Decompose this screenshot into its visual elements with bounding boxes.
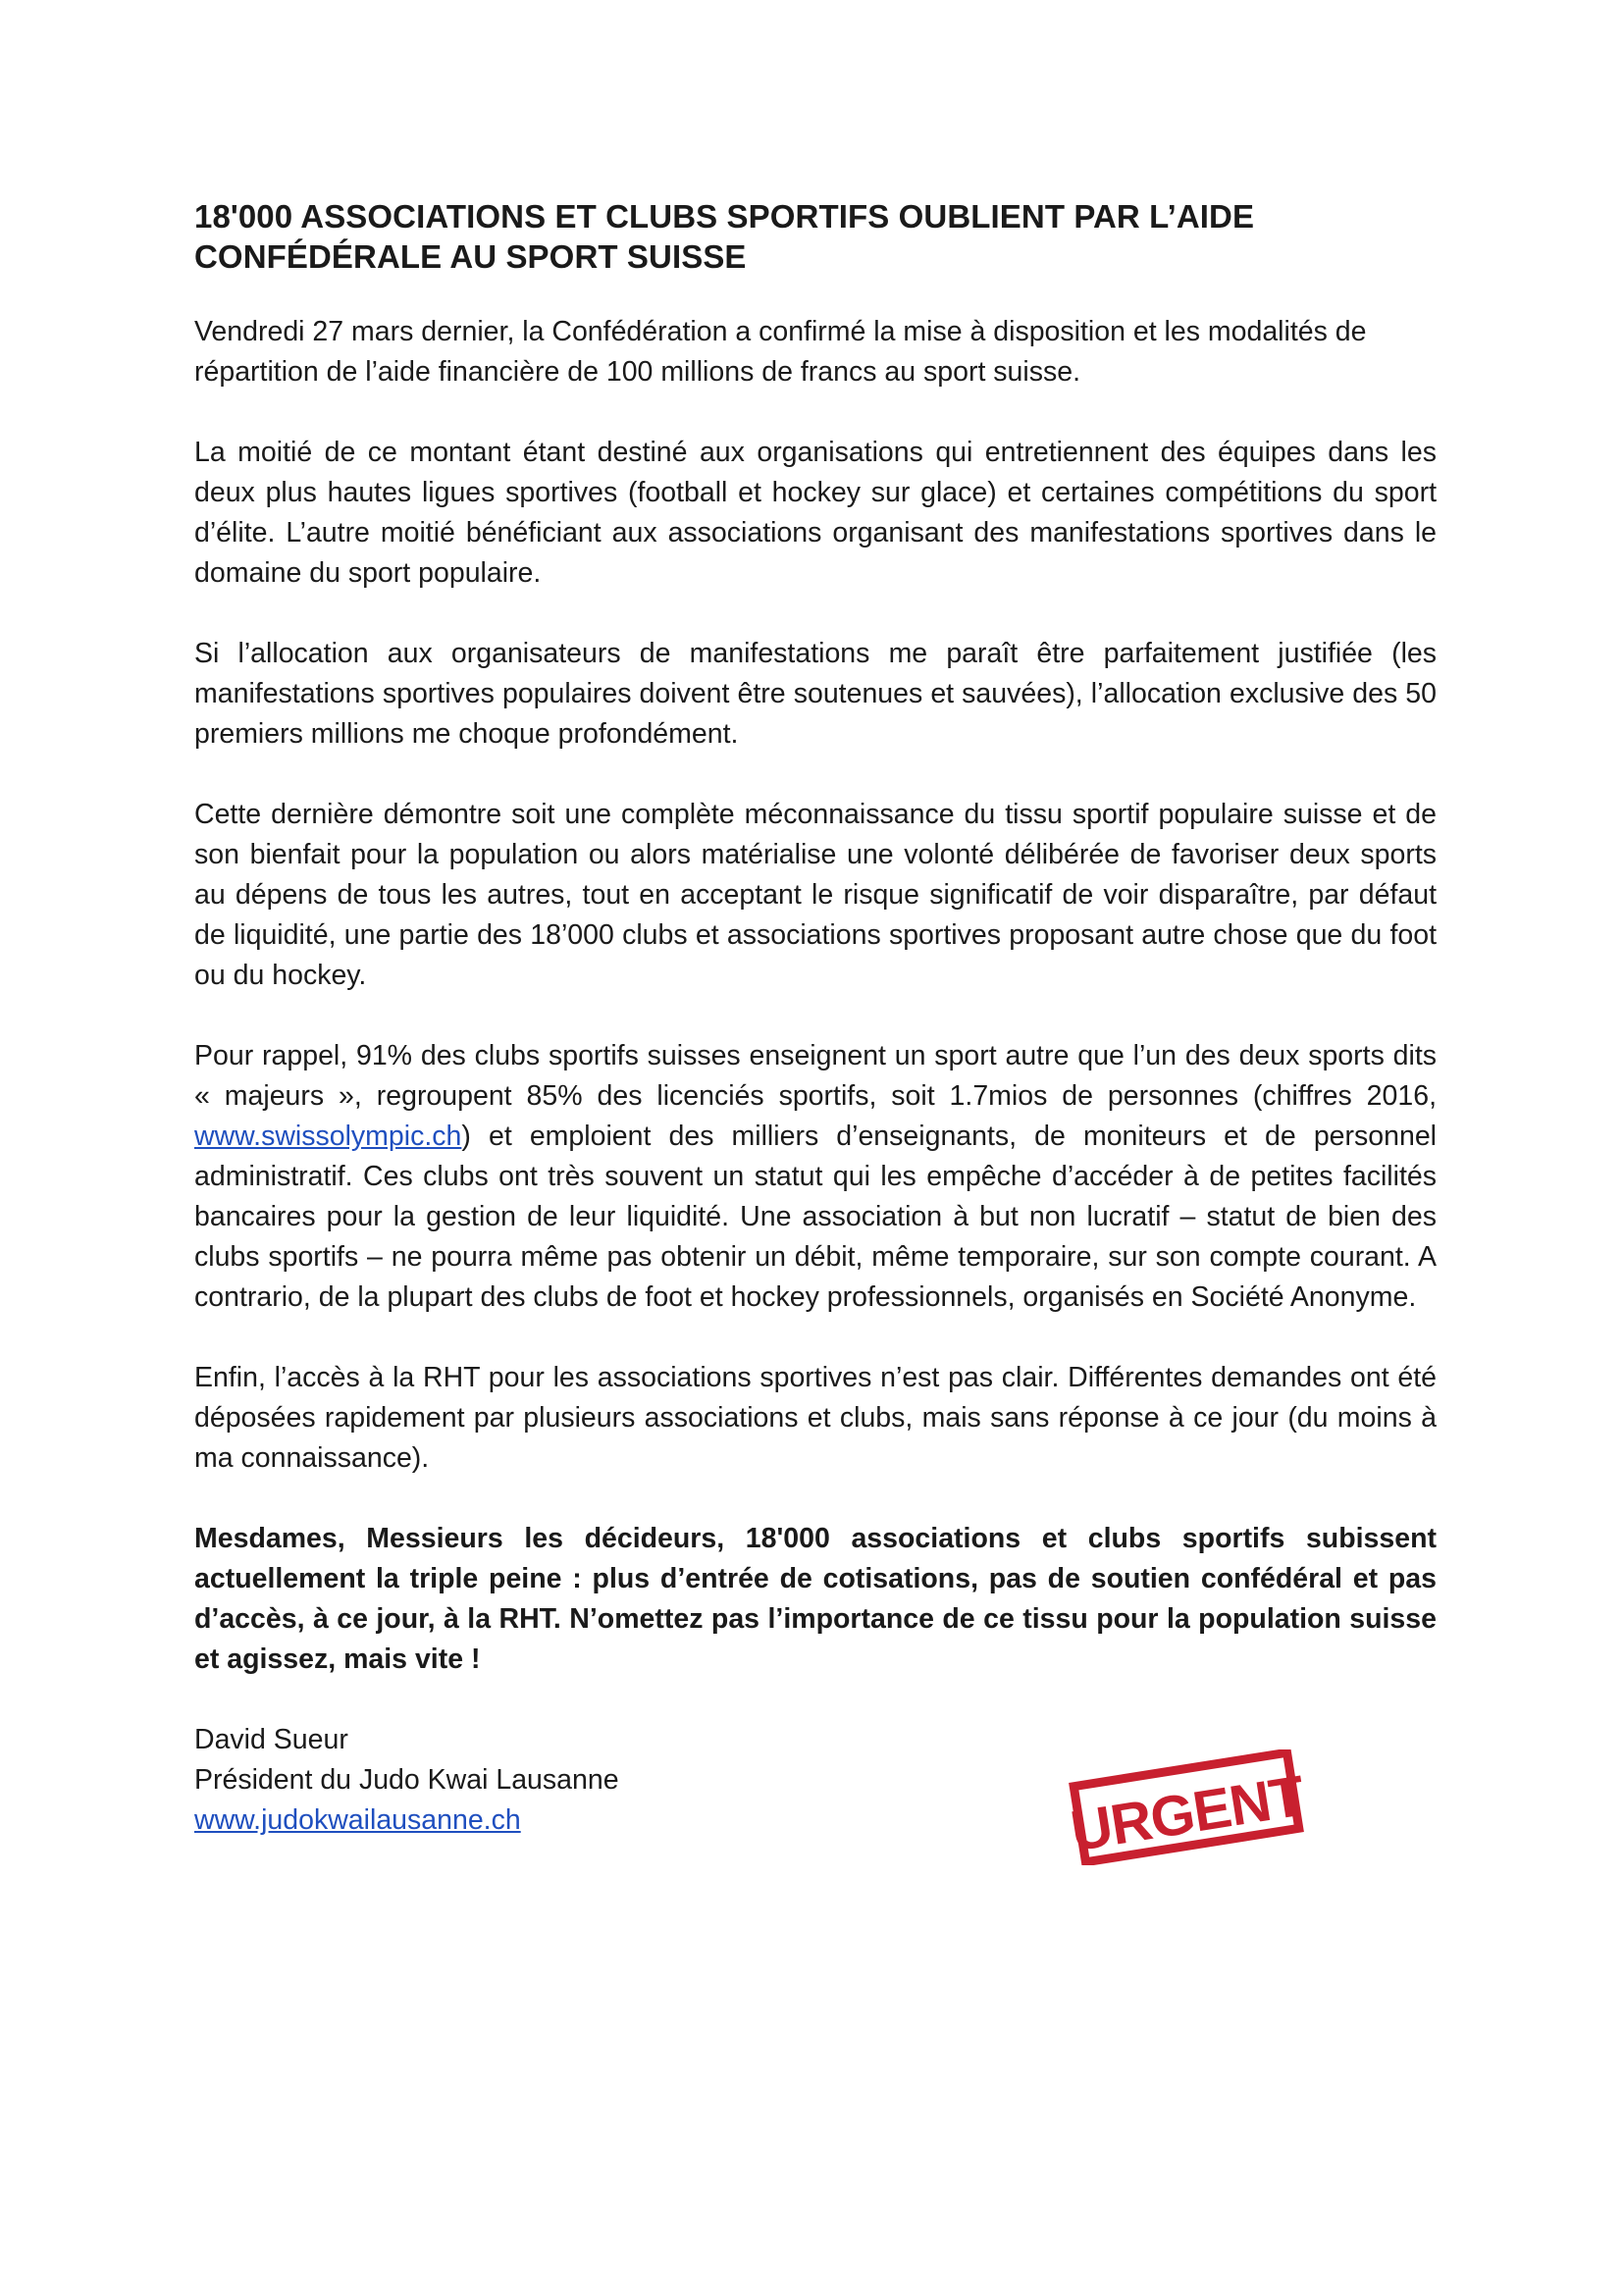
paragraph-4: Cette dernière démontre soit une complète méconnaissance du tissu sportif populaire suisse et de son bienfait pour la population ou alors matérialise une volonté délibérée de favoriser deux sports au dépens de tous les autres, tout en acceptant le risque significatif de voir disparaître, par défaut de liquidité, une partie des 18’000 clubs et associations sportives proposant autre chose que du foot ou du hockey.: [194, 799, 1437, 991]
paragraph-5-before-link: Pour rappel, 91% des clubs sportifs suisses enseignent un sport autre que l’un des deux sports dits « majeurs », regroupent 85% des licenciés sportifs, soit 1.7mios de personnes (chiffres 2016,: [194, 1040, 1437, 1112]
paragraph-5: [194, 1036, 1437, 1318]
stamp-text: URGENT: [1066, 1763, 1308, 1864]
swissolympic-link[interactable]: www.swissolympic.ch: [194, 1121, 462, 1152]
urgent-stamp: [1065, 1749, 1308, 1865]
title-line-1: 18'000 ASSOCIATIONS ET CLUBS SPORTIFS OUBLIENT PAR L’AIDE: [194, 198, 1255, 235]
paragraph-6: Enfin, l’accès à la RHT pour les associations sportives n’est pas clair. Différentes demandes ont été déposées rapidement par plusieurs associations et clubs, mais sans réponse à ce jour (du moins à ma connaissance).: [194, 1362, 1437, 1474]
paragraph-5-after-link: ) et emploient des milliers d’enseignants, de moniteurs et de personnel administratif. Ces clubs ont très souvent un statut qui les empêche d’accéder à de petites facilités bancaires pour la gestion de leur liquidité. Une association à but non lucratif – statut de bien des clubs sportifs – ne pourra même pas obtenir un débit, même temporaire, sur son compte courant. A contrario, de la plupart des clubs de foot et hockey professionnels, organisés en Société Anonyme.: [194, 1121, 1437, 1313]
paragraph-1: Vendredi 27 mars dernier, la Confédération a confirmé la mise à disposition et les modalités de répartition de l’aide financière de 100 millions de francs au sport suisse.: [194, 316, 1367, 388]
signature-name: David Sueur: [194, 1724, 348, 1755]
paragraph-3: Si l’allocation aux organisateurs de manifestations me paraît être parfaitement justifiée (les manifestations sportives populaires doivent être soutenues et sauvées), l’allocation exclusive des 50 premiers millions me choque profondément.: [194, 638, 1437, 750]
document-title: [194, 196, 1437, 277]
appeal-paragraph: Mesdames, Messieurs les décideurs, 18'000 associations et clubs sportifs subissent actuellement la triple peine : plus d’entrée de cotisations, pas de soutien confédéral et pas d’accès, à ce jour, à la RHT. N’omettez pas l’importance de ce tissu pour la population suisse et agissez, mais vite !: [194, 1523, 1437, 1675]
signature-role: Président du Judo Kwai Lausanne: [194, 1764, 619, 1796]
document-content: [194, 196, 1437, 1841]
title-line-2: CONFÉDÉRALE AU SPORT SUISSE: [194, 238, 747, 275]
paragraph-2: La moitié de ce montant étant destiné aux organisations qui entretiennent des équipes dans les deux plus hautes ligues sportives (football et hockey sur glace) et certaines compétitions du sport d’élite. L’autre moitié bénéficiant aux associations organisant des manifestations sportives dans le domaine du sport populaire.: [194, 437, 1437, 589]
judokwai-website-link[interactable]: www.judokwailausanne.ch: [194, 1804, 521, 1836]
